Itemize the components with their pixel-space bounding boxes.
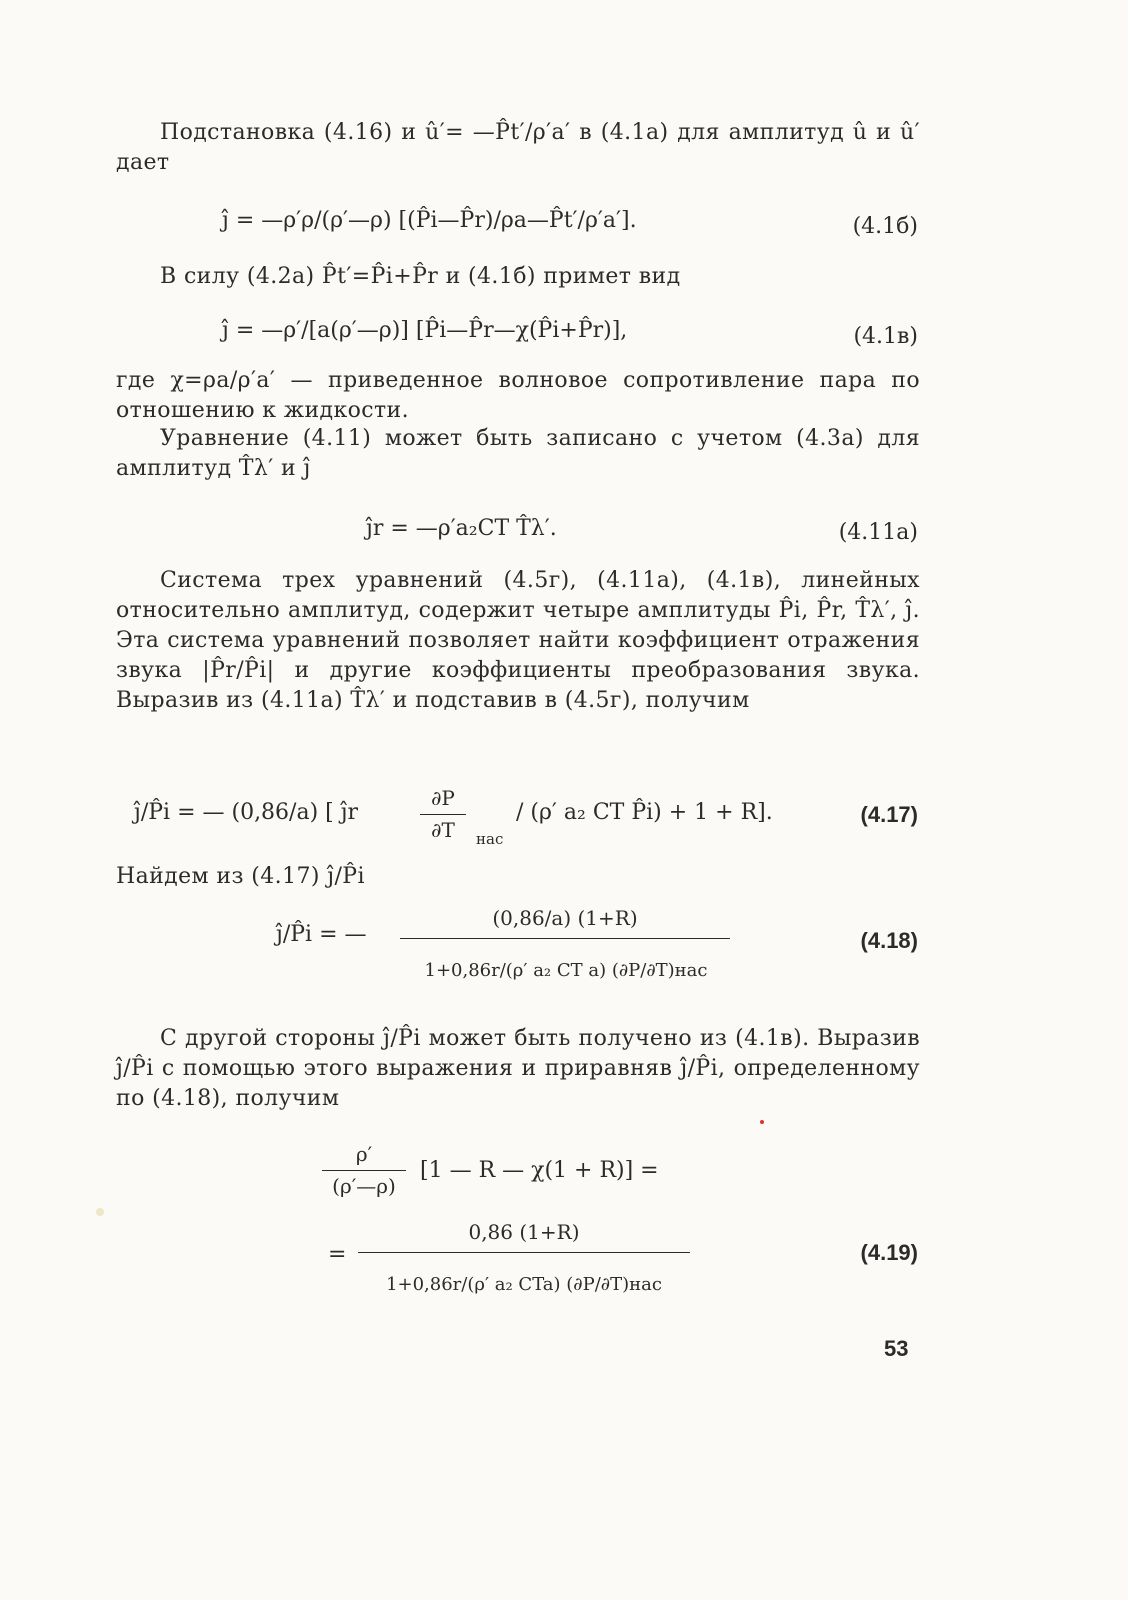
equation-4-19-top-numerator: ρ′ (355, 1142, 373, 1166)
equation-4-17-rhs: / (ρ′ a₂ CT P̂i) + 1 + R]. (516, 800, 773, 825)
equation-4-19-numerator: 0,86 (1+R) (468, 1220, 580, 1244)
paragraph-other-side: С другой стороны ĵ/P̂i может быть получено из (4.1в). Выразив ĵ/P̂i с помощью этого выражения и приравняв ĵ/P̂i, определенному по (4.18), получим (116, 1026, 920, 1111)
equation-4-18-numerator: (0,86/a) (1+R) (492, 906, 638, 930)
equation-4-19-top-fraction-bar (322, 1170, 406, 1171)
equation-number-4-17: (4.17) (860, 802, 918, 827)
page-number: 53 (884, 1336, 909, 1361)
paragraph-by-virtue: В силу (4.2a) P̂t′=P̂i+P̂r и (4.1б) примет вид (160, 264, 681, 289)
paragraph-substitution: Подстановка (4.16) и û′= —P̂t′/ρ′a′ в (4.1a) для амплитуд û и û′ дает (116, 120, 920, 175)
equation-number-4-11a: (4.11a) (838, 520, 918, 545)
equation-4-17-fraction-bar (420, 814, 466, 815)
equation-4-17-derivative-denominator: ∂T (431, 818, 455, 842)
red-speck (760, 1120, 764, 1124)
equation-4-18-fraction-bar (400, 938, 730, 939)
equation-4-17-subscript: нас (476, 830, 504, 848)
equation-4-19-denominator: 1+0,86r/(ρ′ a₂ CTa) (∂P/∂T)нас (386, 1274, 662, 1295)
equation-number-4-1b: (4.1б) (852, 214, 918, 239)
equation-4-19-top-rhs: [1 — R — χ(1 + R)] = (420, 1158, 659, 1183)
equation-number-4-18: (4.18) (860, 928, 918, 953)
equation-4-17-derivative-numerator: ∂P (431, 786, 455, 810)
equation-4-18-lhs: ĵ/P̂i = — (276, 922, 367, 947)
equation-number-4-19: (4.19) (860, 1240, 918, 1265)
equation-4-11a: ĵr = —ρ′a₂CT T̂λ′. (366, 516, 557, 541)
equation-4-19-top-denominator: (ρ′—ρ) (332, 1174, 396, 1198)
equation-4-19-fraction-bar (358, 1252, 690, 1253)
equation-4-18-denominator: 1+0,86r/(ρ′ a₂ CT a) (∂P/∂T)нас (424, 960, 708, 981)
paragraph-equation-4-11: Уравнение (4.11) может быть записано с учетом (4.3a) для амплитуд T̂λ′ и ĵ (116, 426, 920, 481)
paragraph-find-from-4-17: Найдем из (4.17) ĵ/P̂i (116, 864, 365, 889)
paragraph-system-of-equations: Система трех уравнений (4.5г), (4.11a), (4.1в), линейных относительно амплитуд, содержит четыре амплитуды P̂i, P̂r, T̂λ′, ĵ. Эта система уравнений позволяет найти коэффициент отражения звука |P̂r/P̂i| и другие коэффициенты преобразования звука. Выразив из (4.11a) T̂λ′ и подставив в (4.5г), получим (116, 568, 920, 713)
equation-number-4-1v: (4.1в) (853, 324, 918, 349)
paragraph-chi-definition: где χ=ρa/ρ′a′ — приведенное волновое сопротивление пара по отношению к жидкости. (116, 368, 920, 423)
paper-stain (96, 1208, 104, 1216)
equation-4-1b: ĵ = —ρ′ρ/(ρ′—ρ) [(P̂i—P̂r)/ρa—P̂t′/ρ′a′]. (222, 208, 637, 233)
equation-4-1v: ĵ = —ρ′/[a(ρ′—ρ)] [P̂i—P̂r—χ(P̂i+P̂r)], (222, 318, 628, 343)
equation-4-17-lhs: ĵ/P̂i = — (0,86/a) [ ĵr (134, 800, 359, 825)
equation-4-19-equals: = (328, 1242, 347, 1267)
